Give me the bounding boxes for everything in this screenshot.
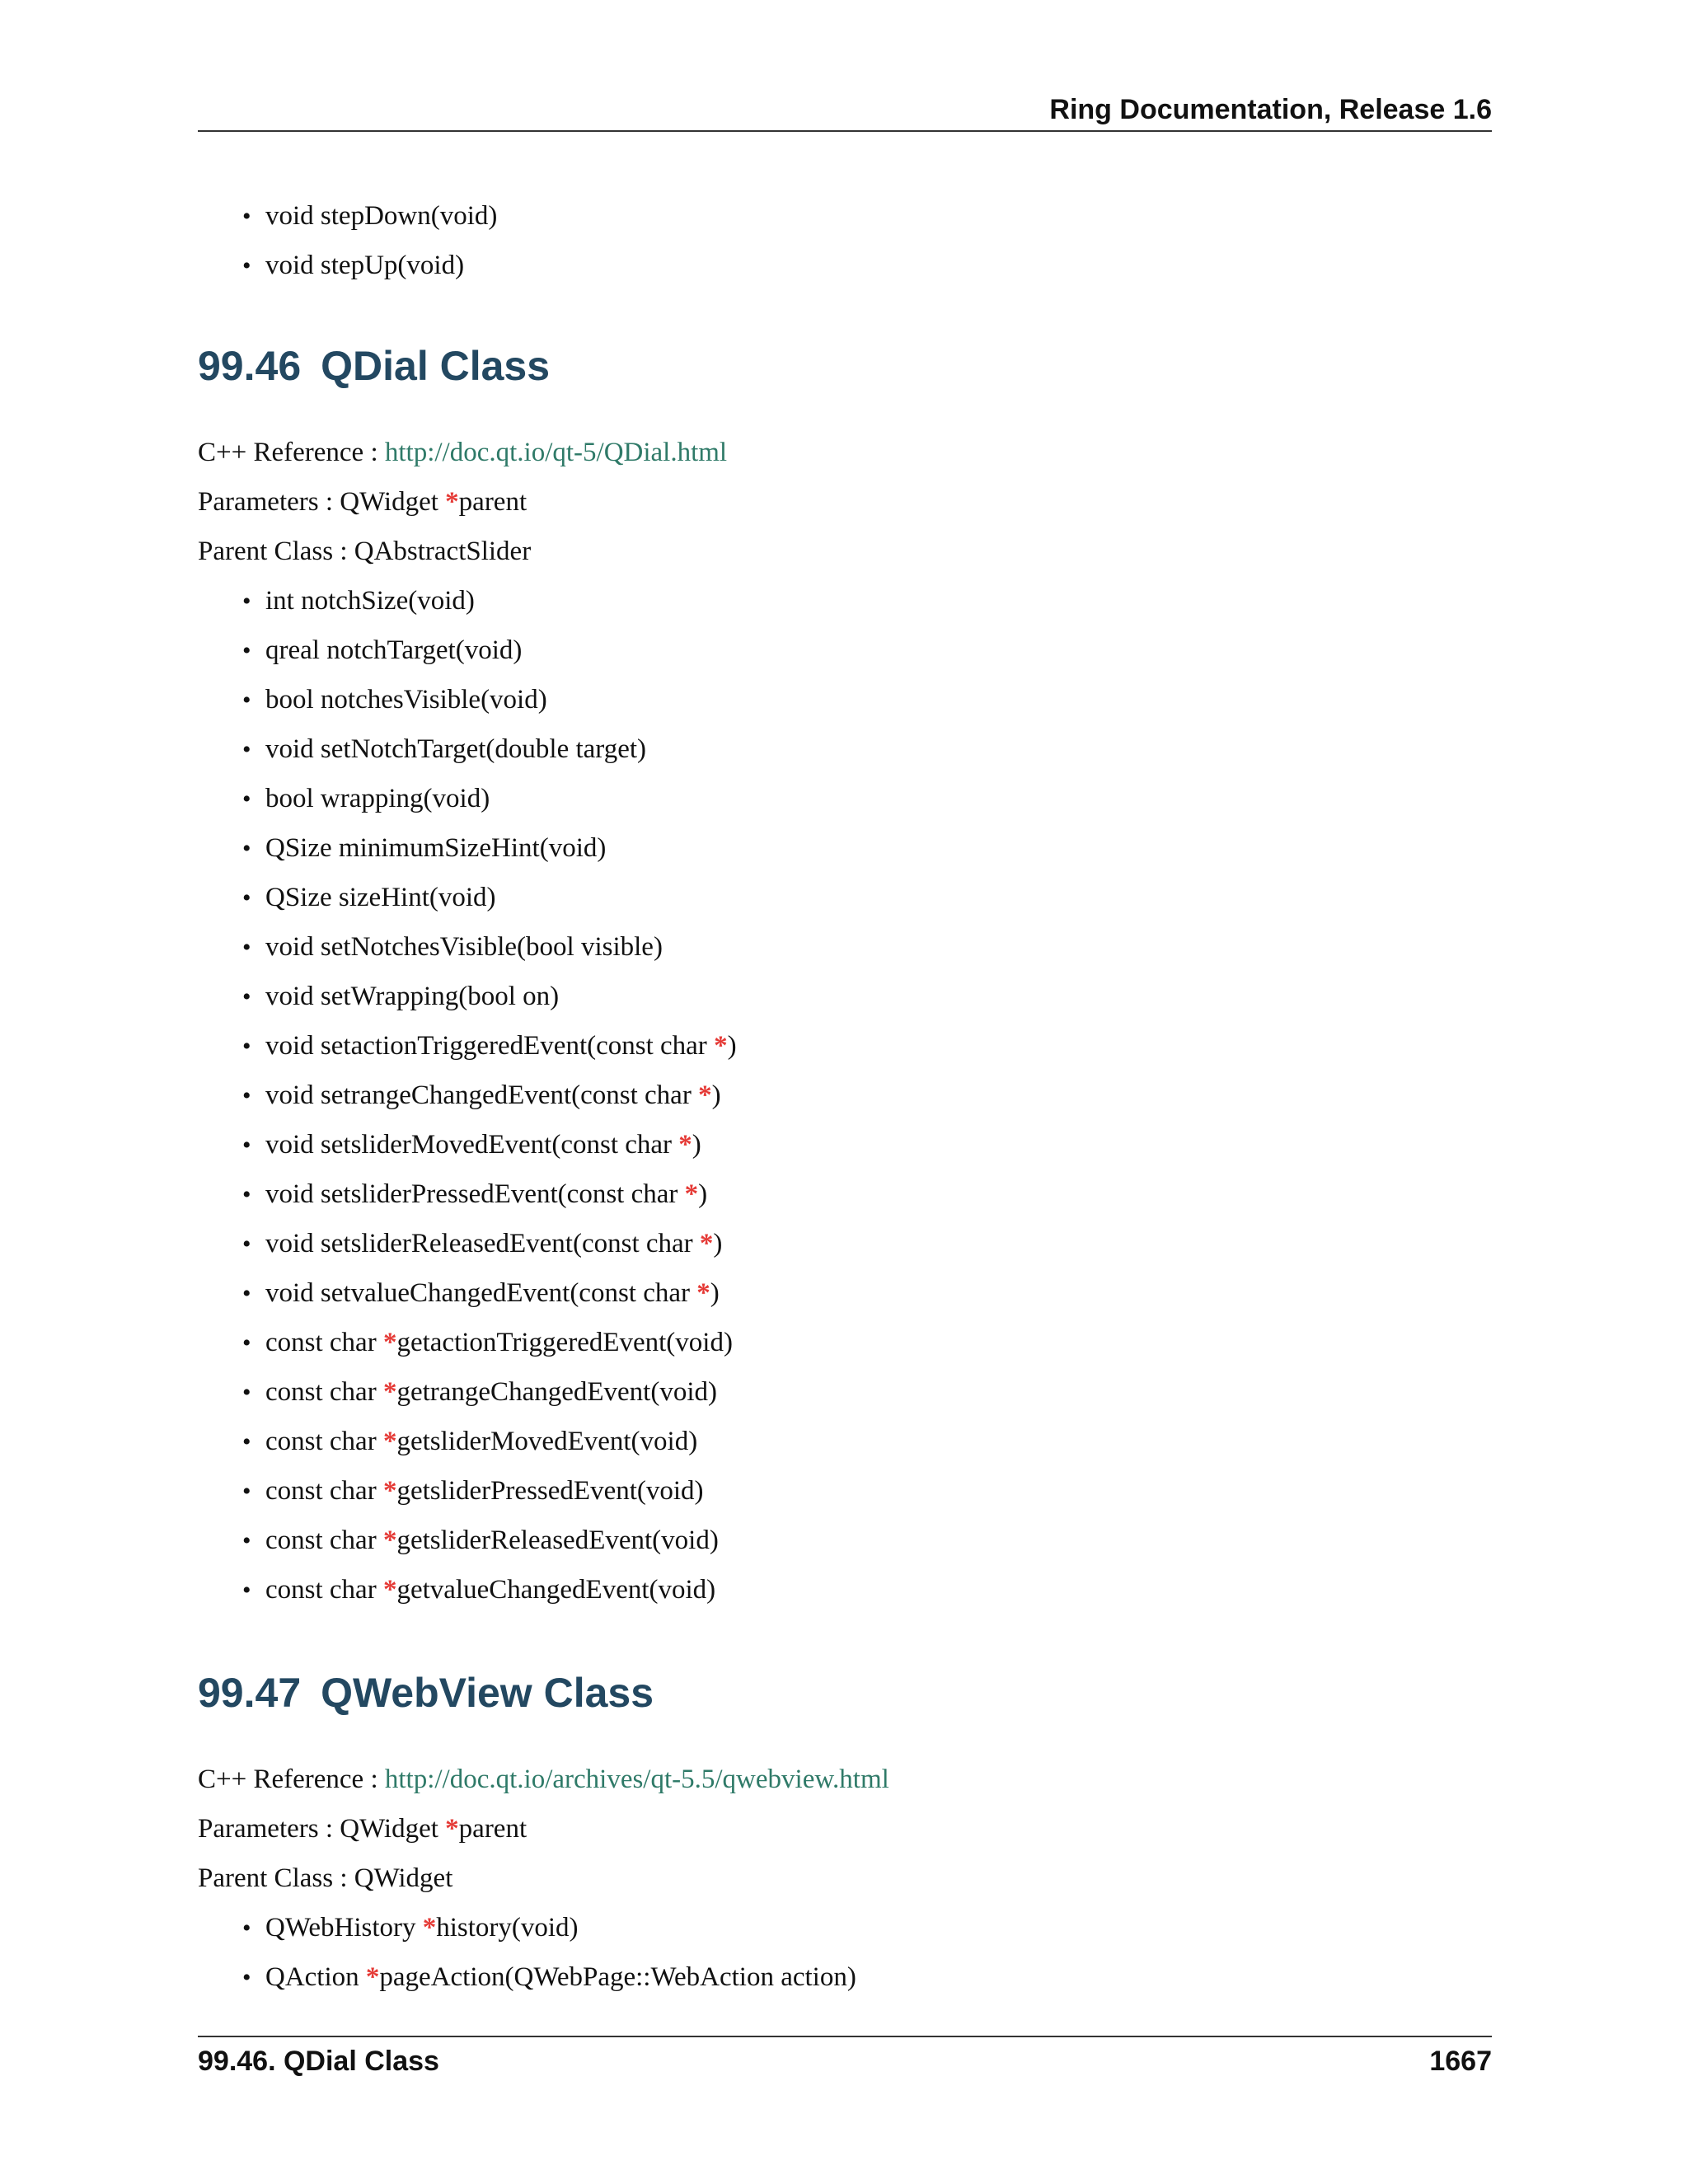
method-item: • QSize sizeHint(void) (242, 879, 496, 916)
method-item: • void setWrapping(bool on) (242, 978, 559, 1015)
bullet-icon: • (242, 1478, 251, 1505)
method-item: • void setvalueChangedEvent(const char *) (242, 1275, 720, 1312)
cpp-reference-link[interactable]: http://doc.qt.io/qt-5/QDial.html (384, 438, 728, 467)
bullet-icon: • (242, 1527, 251, 1554)
bullet-icon: • (242, 1428, 251, 1455)
document-page (198, 0, 1492, 2184)
bullet-icon: • (242, 637, 251, 664)
bullet-icon: • (242, 934, 251, 961)
parameters: Parameters : QWidget *parent (198, 1814, 528, 1844)
method-item: • qreal notchTarget(void) (242, 632, 522, 669)
running-footer (198, 2036, 1492, 2087)
method-item: • void setsliderMovedEvent(const char *) (242, 1127, 701, 1164)
cpp-reference: C++ Reference : http://doc.qt.io/qt-5/QDial.html (198, 438, 728, 467)
cpp-reference-link[interactable]: http://doc.qt.io/archives/qt-5.5/qwebview.html (384, 1765, 889, 1794)
bullet-icon: • (242, 884, 251, 912)
bullet-icon: • (242, 736, 251, 763)
bullet-icon: • (242, 588, 251, 615)
method-item: • void setsliderReleasedEvent(const char *) (242, 1226, 722, 1263)
bullet-icon: • (242, 1329, 251, 1357)
method-item: • int notchSize(void) (242, 583, 475, 620)
bullet-icon: • (242, 203, 251, 230)
parent-class: Parent Class : QAbstractSlider (198, 537, 532, 566)
bullet-icon: • (242, 687, 251, 714)
method-item: • void setsliderPressedEvent(const char *) (242, 1176, 707, 1213)
bullet-icon: • (242, 1577, 251, 1604)
method-item: • QWebHistory *history(void) (242, 1910, 579, 1947)
bullet-icon: • (242, 1379, 251, 1406)
bullet-icon: • (242, 983, 251, 1010)
parameters: Parameters : QWidget *parent (198, 487, 528, 517)
method-item: • bool wrapping(void) (242, 780, 490, 818)
method-item: • void setrangeChangedEvent(const char *) (242, 1077, 721, 1114)
section-heading-qwebview: 99.47 QWebView Class (198, 1670, 654, 1716)
list-item: • void stepDown(void) (242, 198, 497, 235)
method-item: • const char *getrangeChangedEvent(void) (242, 1374, 717, 1411)
bullet-icon: • (242, 1280, 251, 1307)
bullet-icon: • (242, 1132, 251, 1159)
section-heading-qdial: 99.46 QDial Class (198, 343, 551, 389)
bullet-icon: • (242, 1082, 251, 1109)
parent-class: Parent Class : QWidget (198, 1863, 453, 1893)
bullet-icon: • (242, 835, 251, 862)
method-item: • bool notchesVisible(void) (242, 682, 547, 719)
method-item: • const char *getvalueChangedEvent(void) (242, 1572, 715, 1609)
list-item: • void stepUp(void) (242, 247, 464, 284)
method-item: • const char *getsliderReleasedEvent(void) (242, 1522, 719, 1559)
method-item: • const char *getactionTriggeredEvent(void) (242, 1324, 733, 1361)
bullet-icon: • (242, 1230, 251, 1258)
bullet-icon: • (242, 785, 251, 813)
method-item: • const char *getsliderMovedEvent(void) (242, 1423, 697, 1460)
method-item: • QAction *pageAction(QWebPage::WebAction action) (242, 1959, 856, 1996)
bullet-icon: • (242, 1915, 251, 1942)
bullet-icon: • (242, 1033, 251, 1060)
method-item: • void setNotchTarget(double target) (242, 731, 646, 768)
footer-section-title: 99.46. QDial Class (198, 2046, 439, 2077)
bullet-icon: • (242, 1181, 251, 1208)
method-item: • QSize minimumSizeHint(void) (242, 830, 606, 867)
bullet-icon: • (242, 1964, 251, 1991)
header-title: Ring Documentation, Release 1.6 (1049, 94, 1492, 125)
bullet-icon: • (242, 252, 251, 279)
page-number: 1667 (1429, 2046, 1492, 2077)
method-item: • void setNotchesVisible(bool visible) (242, 929, 663, 966)
running-header (198, 89, 1492, 132)
method-item: • const char *getsliderPressedEvent(void) (242, 1473, 704, 1510)
cpp-reference: C++ Reference : http://doc.qt.io/archives/qt-5.5/qwebview.html (198, 1765, 889, 1794)
method-item: • void setactionTriggeredEvent(const char *) (242, 1028, 737, 1065)
